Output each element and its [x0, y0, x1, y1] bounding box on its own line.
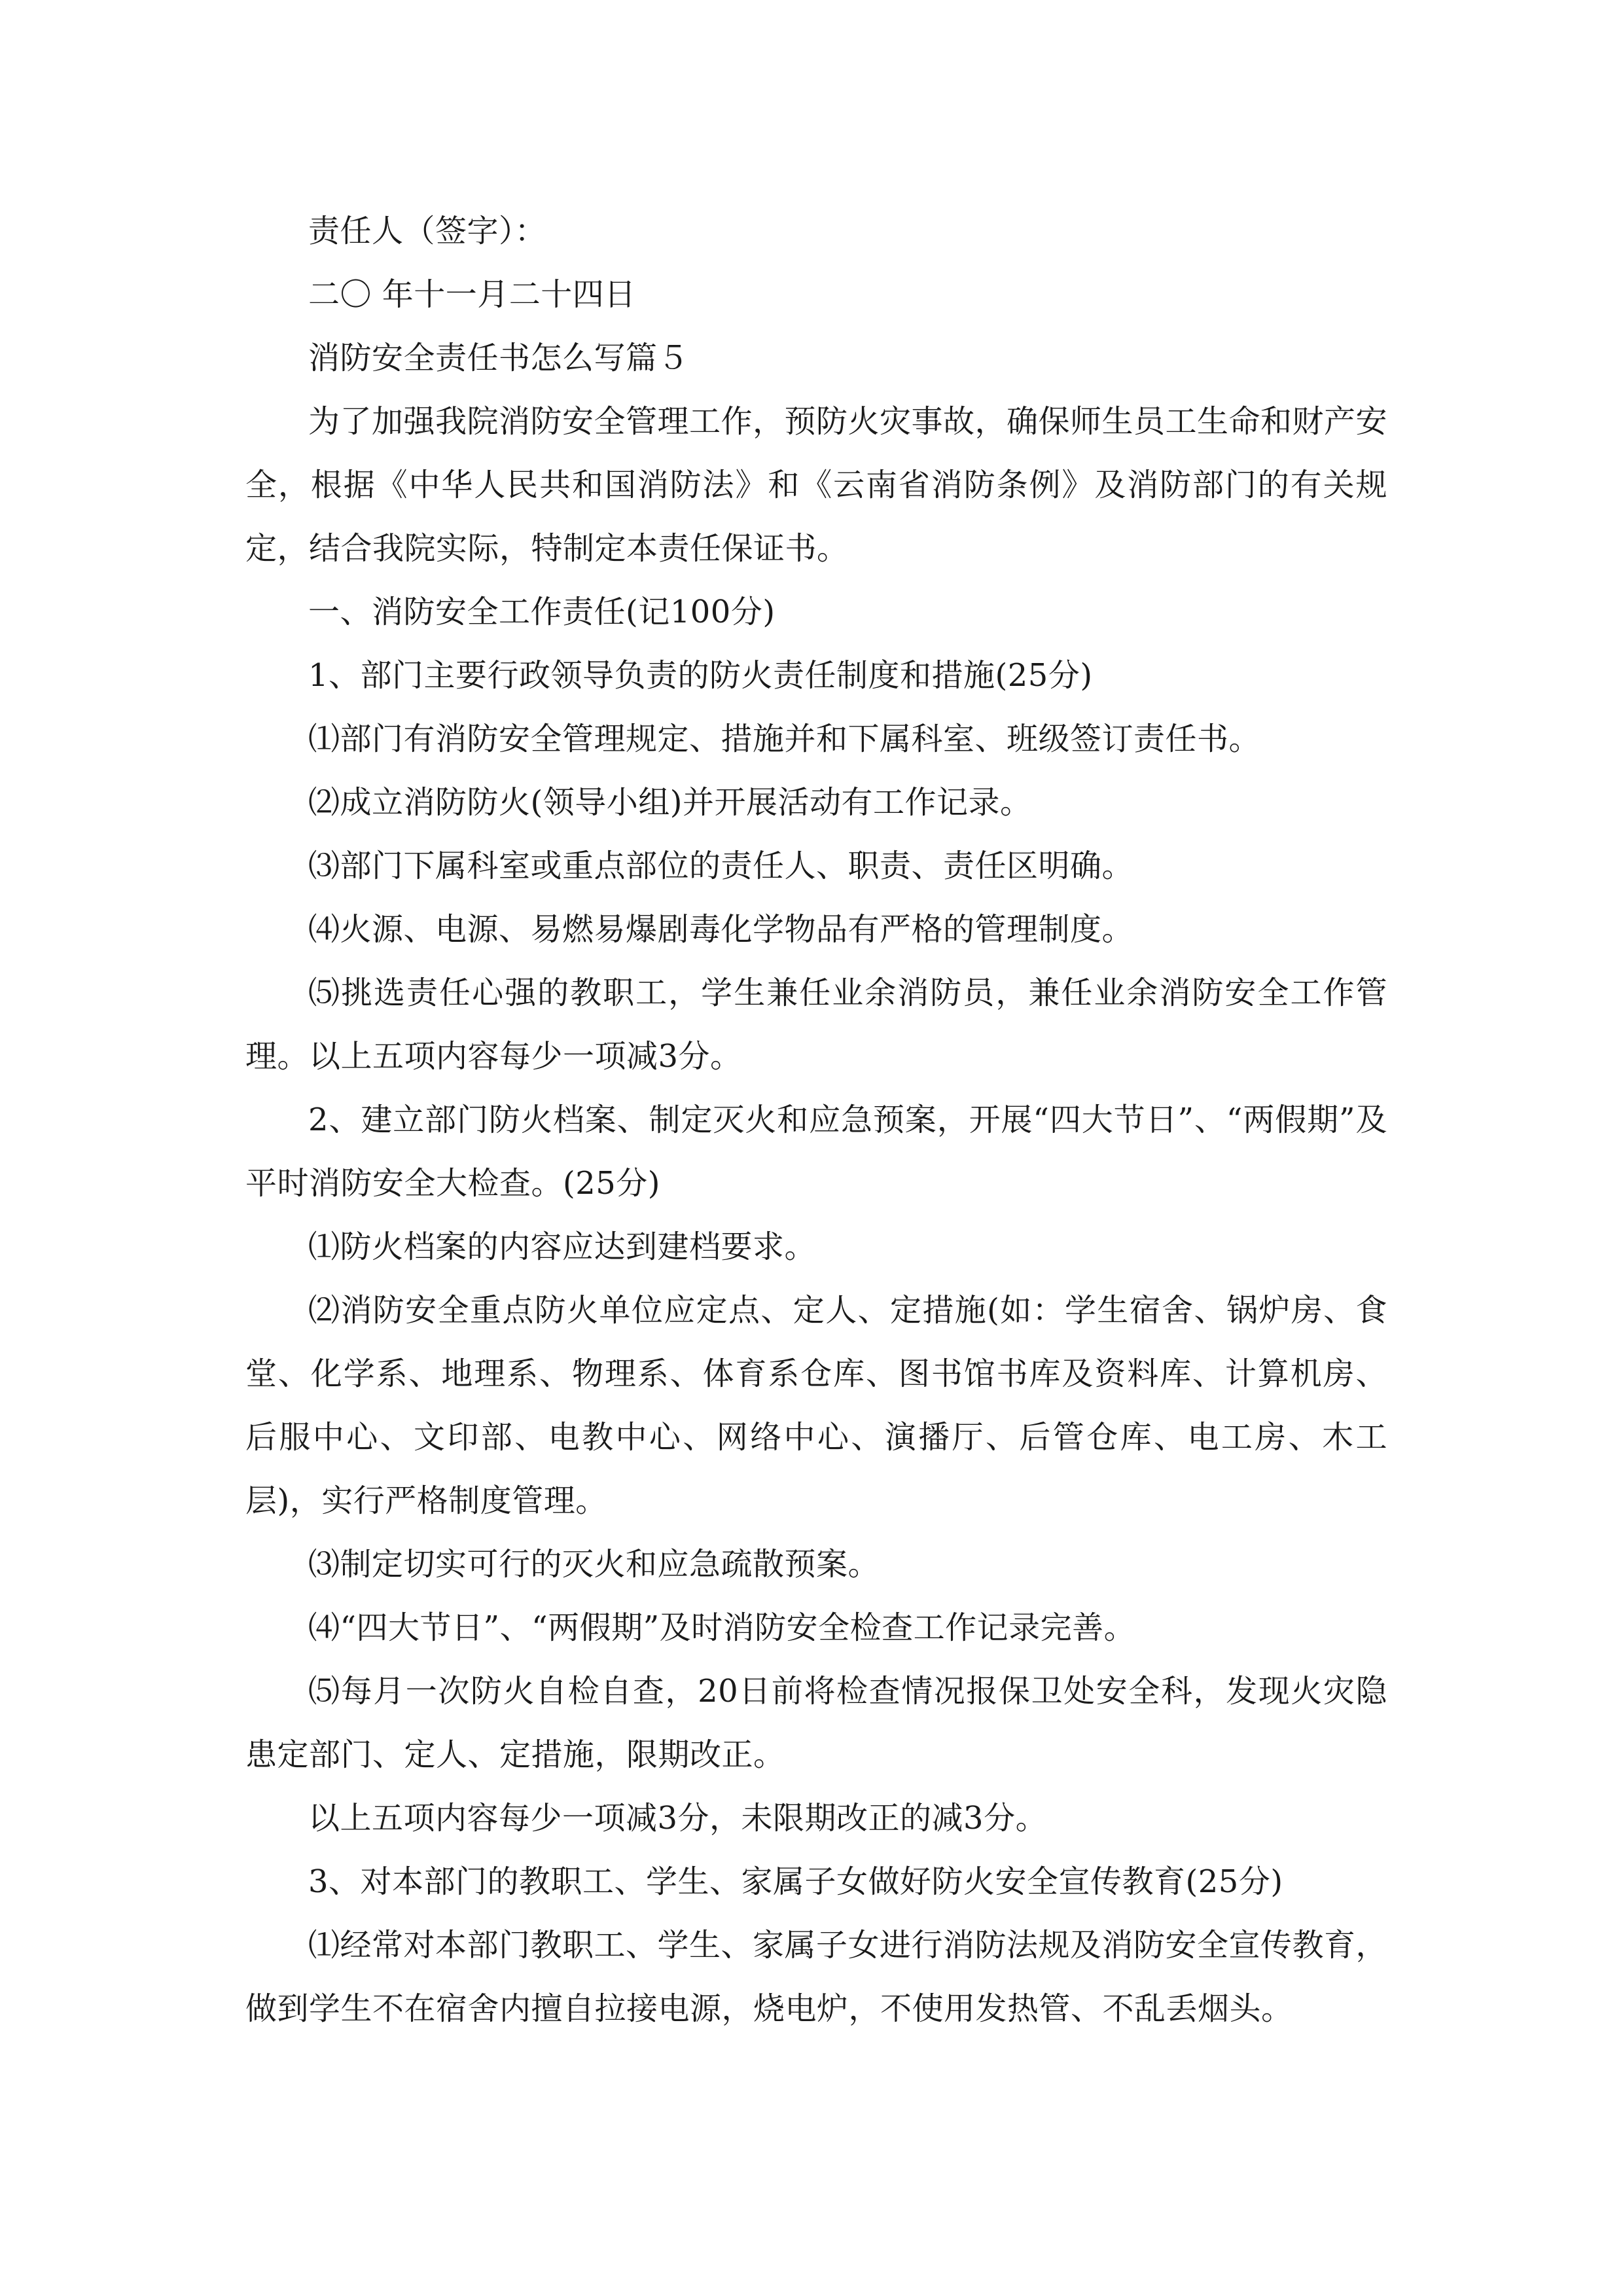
- item-3-heading: 3、对本部门的教职工、学生、家属子女做好防火安全宣传教育(25分): [308, 1863, 1283, 1900]
- item-1-sub-5: ⑸挑选责任心强的教职工，学生兼任业余消防员，兼任业余消防安全工作管理。以上五项内容每少一项减3分。: [245, 975, 1387, 1075]
- item-3-sub-1: ⑴经常对本部门教职工、学生、家属子女进行消防法规及消防安全宣传教育，做到学生不在宿舍内擅自拉接电源，烧电炉，不使用发热管、不乱丢烟头。: [245, 1927, 1388, 2027]
- item-2-sub-5: ⑸每月一次防火自检自查，20日前将检查情况报保卫处安全科，发现火灾隐患定部门、定人、定措施，限期改正。: [245, 1673, 1387, 1773]
- item-2-sub-4: ⑷“四大节日”、“两假期”及时消防安全检查工作记录完善。: [308, 1609, 1136, 1646]
- item-1-heading: 1、部门主要行政领导负责的防火责任制度和措施(25分): [308, 657, 1093, 694]
- heading-responsibility: 一、消防安全工作责任(记100分): [308, 594, 776, 630]
- signature-line: 责任人（签字）：: [308, 213, 547, 249]
- item-1-sub-4: ⑷火源、电源、易燃易爆剧毒化学物品有严格的管理制度。: [308, 911, 1134, 948]
- date-line: 二〇 年十一月二十四日: [308, 276, 636, 313]
- item-2-heading: 2、建立部门防火档案、制定灭火和应急预案，开展“四大节日”、“两假期”及平时消防安全大检查。(25分): [245, 1102, 1387, 1202]
- document-body: [245, 200, 1387, 2041]
- section-title: 消防安全责任书怎么写篇５: [308, 340, 690, 376]
- intro-paragraph: 为了加强我院消防安全管理工作，预防火灾事故，确保师生员工生命和财产安全，根据《中华人民共和国消防法》和《云南省消防条例》及消防部门的有关规定，结合我院实际，特制定本责任保证书。: [245, 403, 1388, 567]
- item-1-sub-1: ⑴部门有消防安全管理规定、措施并和下属科室、班级签订责任书。: [308, 721, 1261, 757]
- item-1-sub-3: ⑶部门下属科室或重点部位的责任人、职责、责任区明确。: [308, 848, 1134, 884]
- item-2-sub-2: ⑵消防安全重点防火单位应定点、定人、定措施(如：学生宿舍、锅炉房、食堂、化学系、地理系、物理系、体育系仓库、图书馆书库及资料库、计算机房、后服中心、文印部、电教中心、网络中心、演播厅、后管仓库、电工房、木工层)，实行严格制度管理。: [245, 1292, 1387, 1519]
- item-1-sub-2: ⑵成立消防防火(领导小组)并开展活动有工作记录。: [308, 784, 1032, 821]
- item-2-sub-3: ⑶制定切实可行的灭火和应急疏散预案。: [308, 1546, 880, 1583]
- item-2-scoring-note: 以上五项内容每少一项减3分，未限期改正的减3分。: [308, 1800, 1048, 1837]
- item-2-sub-1: ⑴防火档案的内容应达到建档要求。: [308, 1229, 817, 1265]
